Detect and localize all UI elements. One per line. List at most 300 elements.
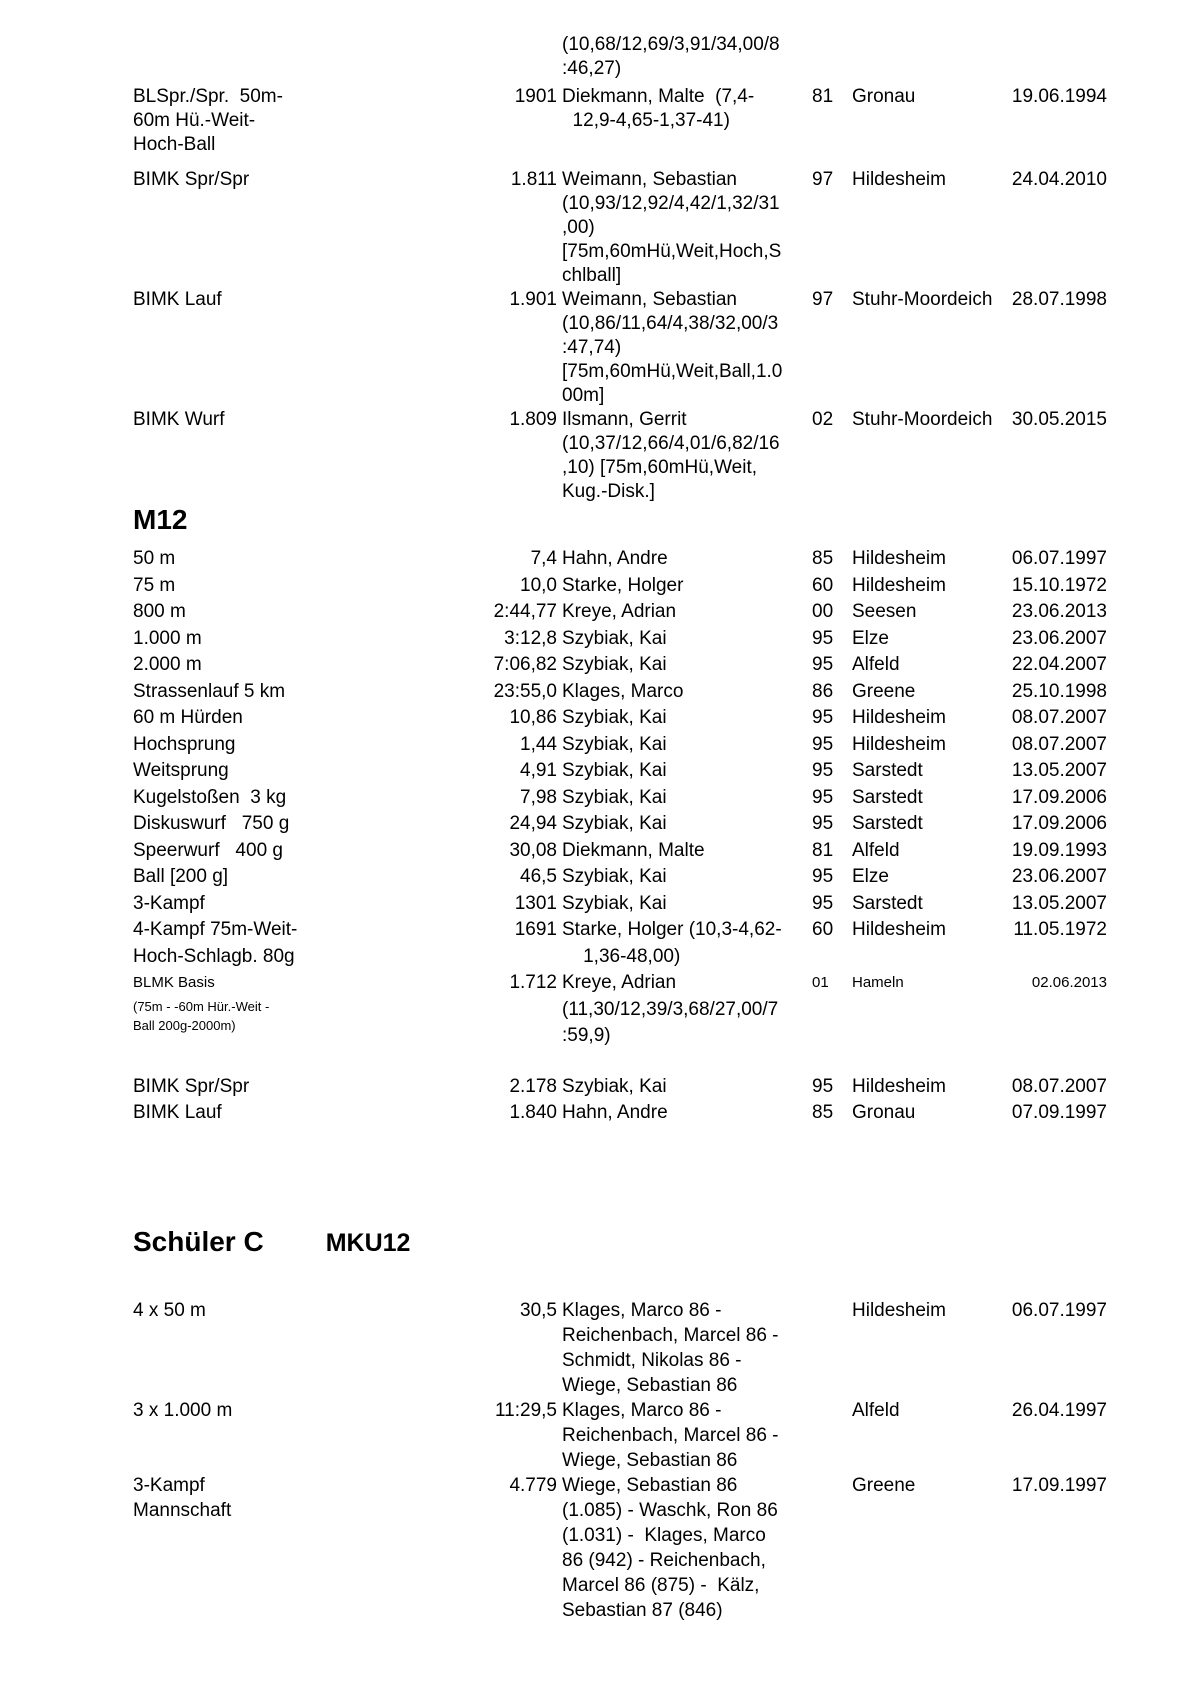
performance-cell-value: 10,0 — [520, 574, 557, 596]
discipline-cell-line: Hoch-Ball — [133, 134, 216, 155]
date-cell — [1007, 33, 1107, 34]
discipline-cell — [133, 864, 433, 891]
record-row — [133, 679, 1190, 706]
performance-cell — [433, 652, 557, 679]
athlete-name-cell-line: (10,37/12,66/4,01/6,82/16 — [562, 433, 780, 454]
athlete-name-cell — [557, 758, 812, 785]
athlete-name-cell-line: Szybiak, Kai — [562, 733, 667, 755]
birth-year-cell-value: 95 — [812, 813, 834, 834]
birth-year-cell — [812, 732, 852, 759]
discipline-cell-line: 60m Hü.-Weit- — [133, 110, 256, 131]
discipline-cell — [133, 917, 433, 970]
date-cell — [1007, 679, 1107, 706]
athlete-name-cell-line: Szybiak, Kai — [562, 627, 667, 649]
location-cell — [852, 891, 1007, 918]
birth-year-cell-value: 97 — [812, 289, 834, 310]
discipline-cell — [133, 652, 433, 679]
records-continuation-section — [0, 33, 1190, 504]
record-row — [133, 168, 1190, 288]
performance-cell-value: 11:29,5 — [495, 1400, 557, 1421]
date-cell-value: 28.07.1998 — [1011, 289, 1107, 310]
athlete-name-cell-line: Marcel 86 (875) - Kälz, — [562, 1575, 760, 1596]
athlete-name-cell-line: 00m] — [562, 385, 605, 406]
record-row — [133, 546, 1190, 573]
performance-cell — [433, 732, 557, 759]
athlete-name-cell — [557, 85, 812, 133]
discipline-cell-line: Speerwurf 400 g — [133, 839, 283, 861]
location-cell — [852, 599, 1007, 626]
birth-year-cell — [812, 599, 852, 626]
performance-cell-value: 1301 — [514, 892, 557, 914]
discipline-cell — [133, 573, 433, 600]
athlete-name-cell-line: Ilsmann, Gerrit — [562, 409, 687, 430]
location-cell-value: Hildesheim — [852, 169, 946, 190]
athlete-name-cell-line: (1.085) - Waschk, Ron 86 — [562, 1500, 778, 1521]
birth-year-cell-value: 02 — [812, 409, 834, 430]
birth-year-cell-value: 60 — [812, 574, 834, 596]
date-cell — [1007, 1298, 1107, 1323]
date-cell-value: 13.05.2007 — [1011, 892, 1107, 914]
performance-cell-value: 2.178 — [509, 1075, 557, 1097]
performance-cell — [433, 917, 557, 944]
discipline-cell-line: BLSpr./Spr. 50m- — [133, 86, 283, 107]
athlete-name-cell — [557, 891, 812, 918]
location-cell — [852, 288, 1007, 312]
location-cell-value: Hildesheim — [852, 574, 946, 596]
location-cell-value: Elze — [852, 627, 889, 649]
birth-year-cell — [812, 33, 852, 34]
performance-cell — [433, 599, 557, 626]
birth-year-cell — [812, 1074, 852, 1101]
record-row — [133, 599, 1190, 626]
athlete-name-cell-line: Kreye, Adrian — [562, 601, 677, 622]
location-cell — [852, 838, 1007, 865]
birth-year-cell-value: 95 — [812, 733, 834, 755]
record-row — [133, 917, 1190, 970]
athlete-name-cell-line: :59,9) — [562, 1025, 611, 1046]
record-row — [133, 33, 1190, 81]
athlete-name-cell-line: Wiege, Sebastian 86 — [562, 1475, 738, 1496]
record-row — [133, 626, 1190, 653]
record-row — [133, 758, 1190, 785]
performance-cell — [433, 679, 557, 706]
athlete-name-cell — [557, 652, 812, 679]
performance-cell — [433, 288, 557, 312]
athlete-name-cell-line: Klages, Marco 86 - — [562, 1300, 722, 1321]
discipline-cell — [133, 546, 433, 573]
athlete-name-cell-line: (11,30/12,39/3,68/27,00/7 — [562, 998, 779, 1020]
athlete-name-cell-line: 1,36-48,00) — [562, 945, 681, 967]
performance-cell-value: 10,86 — [509, 707, 557, 728]
date-cell — [1007, 838, 1107, 865]
athlete-name-cell-line: Sebastian 87 (846) — [562, 1600, 723, 1621]
performance-cell — [433, 864, 557, 891]
date-cell — [1007, 917, 1107, 944]
athlete-name-cell — [557, 288, 812, 408]
birth-year-cell — [812, 970, 852, 997]
performance-cell-value: 30,08 — [509, 839, 557, 861]
age-group-heading-schueler-c — [133, 1226, 410, 1259]
date-cell-value: 06.07.1997 — [1011, 1300, 1107, 1321]
date-cell-value: 11.05.1972 — [1013, 919, 1107, 940]
location-cell — [852, 758, 1007, 785]
date-cell-value: 23.06.2013 — [1011, 601, 1107, 622]
performance-cell — [433, 1398, 557, 1423]
records-section-m12 — [0, 546, 1190, 1127]
athlete-name-cell-line: (10,68/12,69/3,91/34,00/8 — [562, 34, 780, 55]
athlete-name-cell-line: Kug.-Disk.] — [562, 481, 655, 502]
discipline-cell — [133, 811, 433, 838]
discipline-cell-line: 3-Kampf — [133, 892, 205, 914]
performance-cell — [433, 785, 557, 812]
athlete-name-cell-line: 86 (942) - Reichenbach, — [562, 1550, 766, 1571]
date-cell-value: 23.06.2007 — [1011, 627, 1107, 649]
discipline-cell-line: BIMK Wurf — [133, 409, 225, 430]
discipline-cell — [133, 408, 433, 432]
discipline-cell-line: BIMK Spr/Spr — [133, 1075, 250, 1097]
birth-year-cell — [812, 891, 852, 918]
discipline-cell — [133, 85, 433, 157]
location-cell — [852, 917, 1007, 944]
athlete-name-cell-line: Szybiak, Kai — [562, 760, 667, 781]
discipline-cell — [133, 1100, 433, 1127]
discipline-note-line: (75m - -60m Hür.-Weit - — [133, 998, 270, 1014]
performance-cell — [433, 1298, 557, 1323]
birth-year-cell-value: 85 — [812, 1102, 834, 1123]
date-cell-value: 19.06.1994 — [1011, 86, 1107, 107]
athlete-name-cell-line: [75m,60mHü,Weit,Ball,1.0 — [562, 361, 783, 382]
location-cell-value: Sarstedt — [852, 813, 923, 834]
location-cell-value: Sarstedt — [852, 786, 923, 808]
date-cell-value: 30.05.2015 — [1011, 409, 1107, 430]
athlete-name-cell-line: :47,74) — [562, 337, 622, 358]
birth-year-cell — [812, 573, 852, 600]
location-cell-value: Greene — [852, 680, 916, 702]
discipline-cell-line: 800 m — [133, 601, 186, 622]
performance-cell — [433, 1100, 557, 1127]
location-cell-value: Hildesheim — [852, 1300, 946, 1321]
date-cell — [1007, 626, 1107, 653]
date-cell-value: 25.10.1998 — [1011, 680, 1107, 702]
athlete-name-cell — [557, 599, 812, 626]
heading-text: M12 — [133, 504, 188, 535]
record-row — [133, 811, 1190, 838]
performance-cell — [433, 1074, 557, 1101]
athlete-name-cell-line: Klages, Marco — [562, 680, 684, 702]
date-cell — [1007, 1100, 1107, 1127]
birth-year-cell-value: 86 — [812, 680, 834, 702]
discipline-cell — [133, 1473, 433, 1523]
performance-cell-value: 23:55,0 — [493, 680, 557, 702]
date-cell-value: 22.04.2007 — [1011, 654, 1107, 675]
discipline-cell-line: Kugelstoßen 3 kg — [133, 786, 287, 808]
location-cell — [852, 408, 1007, 432]
record-row — [133, 573, 1190, 600]
birth-year-cell — [812, 917, 852, 944]
performance-cell-value: 1901 — [514, 86, 557, 107]
location-cell — [852, 864, 1007, 891]
location-cell — [852, 679, 1007, 706]
athlete-name-cell-line: (10,86/11,64/4,38/32,00/3 — [562, 313, 779, 334]
discipline-cell — [133, 33, 433, 34]
birth-year-cell-value: 97 — [812, 169, 834, 190]
date-cell-value: 24.04.2010 — [1011, 169, 1107, 190]
date-cell — [1007, 408, 1107, 432]
date-cell — [1007, 168, 1107, 192]
birth-year-cell-value: 01 — [812, 974, 829, 991]
performance-cell-value: 1691 — [514, 919, 557, 940]
location-cell — [852, 785, 1007, 812]
discipline-cell-line: BLMK Basis — [133, 974, 215, 991]
athlete-name-cell — [557, 1298, 812, 1398]
discipline-cell — [133, 1398, 433, 1423]
discipline-note-line: Ball 200g-2000m) — [133, 1017, 236, 1033]
discipline-cell — [133, 891, 433, 918]
location-cell — [852, 732, 1007, 759]
performance-cell-value: 1,44 — [520, 733, 557, 755]
athlete-name-cell-line: Reichenbach, Marcel 86 - — [562, 1425, 779, 1446]
discipline-cell — [133, 705, 433, 732]
performance-cell-value: 4.779 — [509, 1475, 557, 1496]
record-row — [133, 732, 1190, 759]
birth-year-cell-value: 81 — [812, 839, 834, 861]
discipline-cell — [133, 970, 433, 1035]
performance-cell — [433, 168, 557, 192]
athlete-name-cell — [557, 1398, 812, 1473]
athlete-name-cell — [557, 732, 812, 759]
birth-year-cell-value: 95 — [812, 760, 834, 781]
athlete-name-cell-line: Weimann, Sebastian — [562, 169, 737, 190]
discipline-cell-line: 4 x 50 m — [133, 1300, 206, 1321]
birth-year-cell-value: 60 — [812, 919, 834, 940]
birth-year-cell — [812, 168, 852, 192]
performance-cell — [433, 33, 557, 34]
discipline-cell-line: 3-Kampf — [133, 1475, 205, 1496]
athlete-name-cell-line: (1.031) - Klages, Marco — [562, 1525, 766, 1546]
birth-year-cell — [812, 811, 852, 838]
record-row — [133, 891, 1190, 918]
age-group-heading-m12 — [133, 504, 187, 536]
athlete-name-cell-line: Wiege, Sebastian 86 — [562, 1375, 738, 1396]
discipline-cell — [133, 732, 433, 759]
athlete-name-cell-line: Hahn, Andre — [562, 548, 668, 569]
performance-cell — [433, 811, 557, 838]
athlete-name-cell-line: Hahn, Andre — [562, 1102, 668, 1123]
date-cell-value: 02.06.2013 — [1031, 974, 1107, 991]
performance-cell — [433, 408, 557, 432]
discipline-cell-line: Hoch-Schlagb. 80g — [133, 945, 295, 967]
athlete-name-cell-line: Szybiak, Kai — [562, 813, 667, 834]
location-cell — [852, 970, 1007, 997]
performance-cell-value: 4,91 — [520, 760, 557, 781]
athlete-name-cell — [557, 864, 812, 891]
birth-year-cell — [812, 626, 852, 653]
athlete-name-cell-line: Szybiak, Kai — [562, 654, 667, 675]
athlete-name-cell-line: [75m,60mHü,Weit,Hoch,S — [562, 241, 782, 262]
discipline-cell-line: Hochsprung — [133, 733, 236, 755]
birth-year-cell — [812, 288, 852, 312]
birth-year-cell — [812, 1298, 852, 1299]
performance-cell-value: 3:12,8 — [504, 627, 557, 649]
birth-year-cell — [812, 1473, 852, 1474]
location-cell-value: Sarstedt — [852, 760, 923, 781]
performance-cell-value: 2:44,77 — [493, 601, 557, 622]
discipline-cell-line: 1.000 m — [133, 627, 202, 649]
performance-cell — [433, 626, 557, 653]
location-cell-value: Stuhr-Moordeich — [852, 289, 993, 310]
birth-year-cell — [812, 408, 852, 432]
heading-text: Schüler C — [133, 1226, 264, 1257]
performance-cell-value: 1.901 — [509, 289, 557, 310]
birth-year-cell — [812, 1398, 852, 1399]
location-cell-value: Gronau — [852, 86, 916, 107]
performance-cell — [433, 573, 557, 600]
location-cell-value: Seesen — [852, 601, 917, 622]
record-row — [133, 785, 1190, 812]
date-cell — [1007, 732, 1107, 759]
record-row — [133, 1100, 1190, 1127]
discipline-cell-line: Strassenlauf 5 km — [133, 680, 286, 702]
birth-year-cell — [812, 1100, 852, 1127]
athlete-name-cell — [557, 1074, 812, 1101]
location-cell — [852, 1398, 1007, 1423]
athlete-name-cell-line: ,10) [75m,60mHü,Weit, — [562, 457, 758, 478]
birth-year-cell — [812, 758, 852, 785]
location-cell-value: Alfeld — [852, 1400, 900, 1421]
birth-year-cell — [812, 85, 852, 109]
discipline-cell-line: Mannschaft — [133, 1500, 232, 1521]
performance-cell-value: 7,98 — [520, 786, 557, 808]
location-cell-value: Greene — [852, 1475, 916, 1496]
date-cell-value: 17.09.2006 — [1011, 786, 1107, 808]
athlete-name-cell-line: Wiege, Sebastian 86 — [562, 1450, 738, 1471]
athlete-name-cell — [557, 838, 812, 865]
athlete-name-cell — [557, 408, 812, 504]
discipline-cell-line: 60 m Hürden — [133, 707, 243, 728]
athlete-name-cell — [557, 679, 812, 706]
discipline-cell — [133, 1074, 433, 1101]
performance-cell-value: 1.809 — [509, 409, 557, 430]
record-row — [133, 838, 1190, 865]
date-cell — [1007, 891, 1107, 918]
location-cell-value: Hildesheim — [852, 1075, 946, 1097]
location-cell-value: Hildesheim — [852, 919, 946, 940]
performance-cell-value: 24,94 — [509, 813, 557, 834]
discipline-cell-line: BIMK Spr/Spr — [133, 169, 250, 190]
date-cell-value: 19.09.1993 — [1011, 839, 1107, 861]
athlete-name-cell — [557, 33, 812, 81]
athlete-name-cell-line: :46,27) — [562, 58, 622, 79]
athlete-name-cell-line: Reichenbach, Marcel 86 - — [562, 1325, 779, 1346]
location-cell — [852, 546, 1007, 573]
location-cell-value: Hildesheim — [852, 733, 946, 755]
date-cell — [1007, 811, 1107, 838]
athlete-name-cell — [557, 1100, 812, 1127]
location-cell-value: Hameln — [852, 974, 904, 991]
date-cell — [1007, 599, 1107, 626]
birth-year-cell — [812, 864, 852, 891]
performance-cell — [433, 705, 557, 732]
performance-cell-value: 1.712 — [509, 972, 557, 993]
record-row — [133, 288, 1190, 408]
discipline-cell-line: Ball [200 g] — [133, 866, 229, 887]
performance-cell — [433, 1473, 557, 1498]
discipline-cell-line: Weitsprung — [133, 760, 229, 781]
athlete-name-cell — [557, 785, 812, 812]
location-cell — [852, 811, 1007, 838]
discipline-cell-line: 3 x 1.000 m — [133, 1400, 233, 1421]
location-cell-value: Sarstedt — [852, 892, 923, 914]
date-cell — [1007, 1473, 1107, 1498]
location-cell — [852, 1100, 1007, 1127]
performance-cell-value: 1.811 — [510, 169, 557, 190]
athlete-name-cell-line: Kreye, Adrian — [562, 972, 677, 993]
birth-year-cell-value: 95 — [812, 866, 834, 887]
athlete-name-cell-line: Szybiak, Kai — [562, 1075, 667, 1097]
performance-cell — [433, 546, 557, 573]
date-cell-value: 17.09.1997 — [1011, 1475, 1107, 1496]
record-row — [133, 970, 1190, 1050]
athlete-name-cell — [557, 917, 812, 970]
discipline-cell — [133, 168, 433, 192]
performance-cell-value: 46,5 — [520, 866, 557, 887]
location-cell-value: Gronau — [852, 1102, 916, 1123]
date-cell-value: 08.07.2007 — [1011, 707, 1107, 728]
athlete-name-cell-line: Diekmann, Malte — [562, 839, 705, 861]
performance-cell-value: 30,5 — [520, 1300, 557, 1321]
location-cell-value: Alfeld — [852, 654, 900, 675]
discipline-cell-line: 75 m — [133, 574, 176, 596]
performance-cell — [433, 85, 557, 109]
performance-cell-value: 7,4 — [530, 548, 557, 569]
date-cell — [1007, 288, 1107, 312]
athlete-name-cell-line: Szybiak, Kai — [562, 892, 667, 914]
location-cell-value: Stuhr-Moordeich — [852, 409, 993, 430]
athlete-name-cell — [557, 626, 812, 653]
athlete-name-cell — [557, 705, 812, 732]
athlete-name-cell-line: Klages, Marco 86 - — [562, 1400, 722, 1421]
date-cell — [1007, 970, 1107, 997]
location-cell — [852, 1298, 1007, 1323]
date-cell-value: 23.06.2007 — [1011, 866, 1107, 887]
date-cell-value: 26.04.1997 — [1011, 1400, 1107, 1421]
discipline-cell-line: BIMK Lauf — [133, 289, 222, 310]
discipline-cell-line: 2.000 m — [133, 654, 202, 675]
discipline-cell-line: BIMK Lauf — [133, 1102, 222, 1123]
location-cell — [852, 626, 1007, 653]
date-cell-value: 07.09.1997 — [1011, 1102, 1107, 1123]
date-cell-value: 08.07.2007 — [1011, 733, 1107, 755]
birth-year-cell-value: 00 — [812, 601, 834, 622]
date-cell — [1007, 652, 1107, 679]
location-cell — [852, 652, 1007, 679]
performance-cell — [433, 758, 557, 785]
location-cell-value: Hildesheim — [852, 548, 946, 569]
date-cell — [1007, 1398, 1107, 1423]
location-cell-value: Alfeld — [852, 839, 900, 861]
discipline-cell — [133, 288, 433, 312]
location-cell — [852, 1473, 1007, 1498]
birth-year-cell — [812, 785, 852, 812]
birth-year-cell — [812, 652, 852, 679]
birth-year-cell — [812, 838, 852, 865]
birth-year-cell-value: 95 — [812, 786, 834, 808]
location-cell — [852, 1074, 1007, 1101]
discipline-cell — [133, 785, 433, 812]
location-cell-value: Elze — [852, 866, 889, 887]
birth-year-cell — [812, 705, 852, 732]
record-row — [133, 1074, 1190, 1101]
